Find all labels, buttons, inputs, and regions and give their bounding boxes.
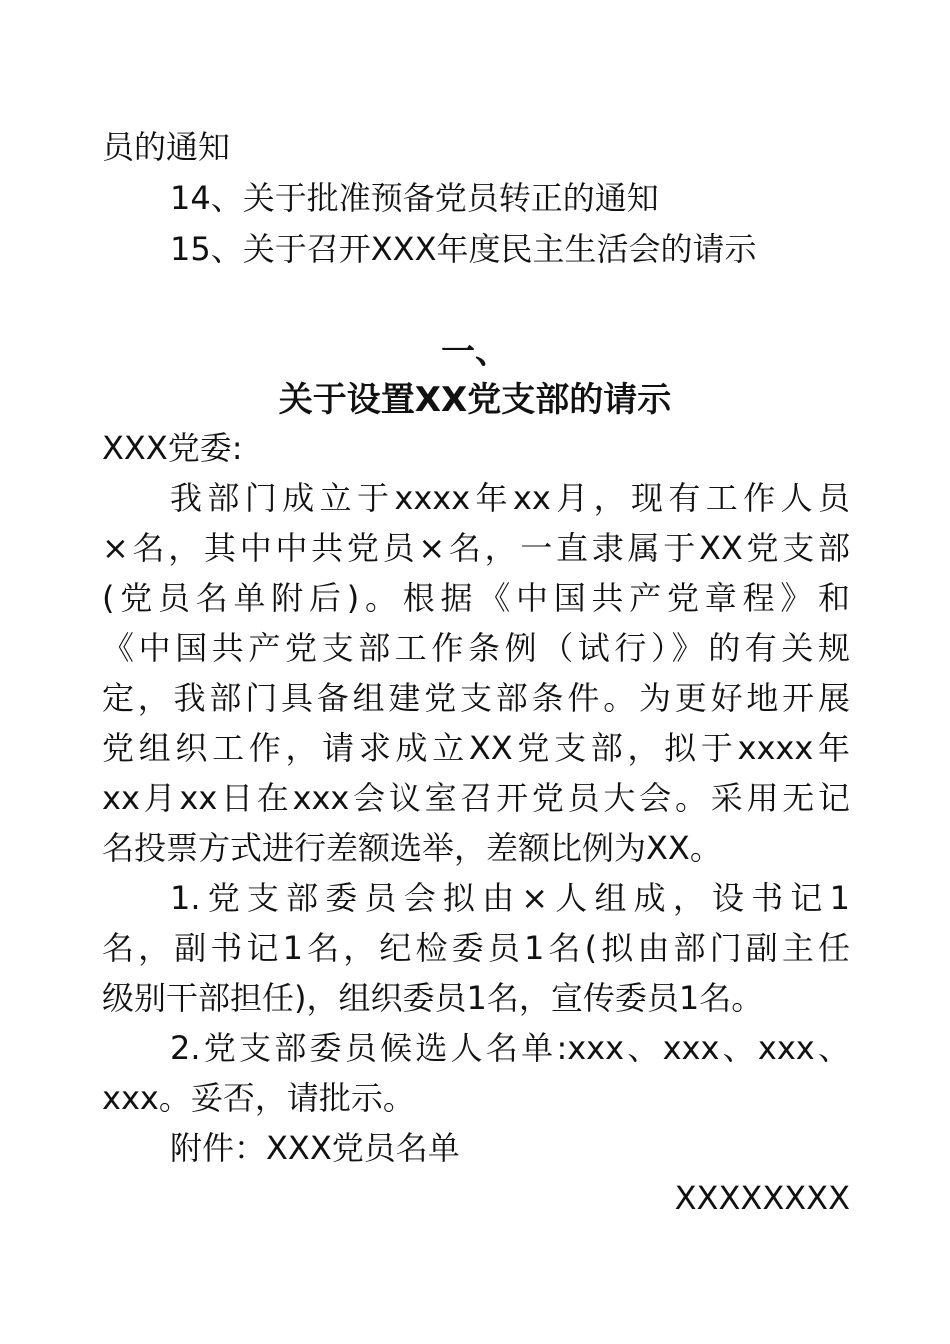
section-title: 关于设置XX党支部的请示 [278, 380, 672, 420]
body-line: (党员名单附后)。根据《中国共产党章程》和 [102, 579, 850, 617]
list-item-2-cont: xxx。妥否，请批示。 [102, 1079, 415, 1117]
list-item-1: 1.党支部委员会拟由×人组成，设书记1 [170, 879, 850, 917]
body-line: 我部门成立于xxxx年xx月，现有工作人员 [170, 479, 850, 517]
body-line: xx月xx日在xxx会议室召开党员大会。采用无记 [102, 779, 850, 817]
salutation: XXX党委: [102, 429, 243, 467]
signature: XXXXXXXX [674, 1179, 850, 1217]
attachment-note: 附件：XXX党员名单 [170, 1129, 460, 1167]
toc-item-15: 15、关于召开XXX年度民主生活会的请示 [170, 230, 757, 268]
list-item-1-cont: 级别干部担任)，组织委员1名，宣传委员1名。 [102, 979, 764, 1017]
body-line: ×名，其中中共党员×名，一直隶属于XX党支部 [102, 529, 850, 567]
toc-item-14: 14、关于批准预备党员转正的通知 [170, 179, 659, 217]
body-line: 《中国共产党支部工作条例（试行）》的有关规 [102, 629, 850, 667]
toc-item-13-continuation: 员的通知 [102, 128, 231, 166]
section-number: 一、 [441, 332, 509, 372]
body-line: 定，我部门具备组建党支部条件。为更好地开展 [102, 679, 850, 717]
list-item-1-cont: 名，副书记1名，纪检委员1名(拟由部门副主任 [102, 929, 850, 967]
list-item-2: 2.党支部委员候选人名单:xxx、xxx、xxx、 [170, 1029, 850, 1067]
body-line: 党组织工作，请求成立XX党支部，拟于xxxx年 [102, 729, 850, 767]
body-line: 名投票方式进行差额选举，差额比例为XX。 [102, 829, 722, 867]
